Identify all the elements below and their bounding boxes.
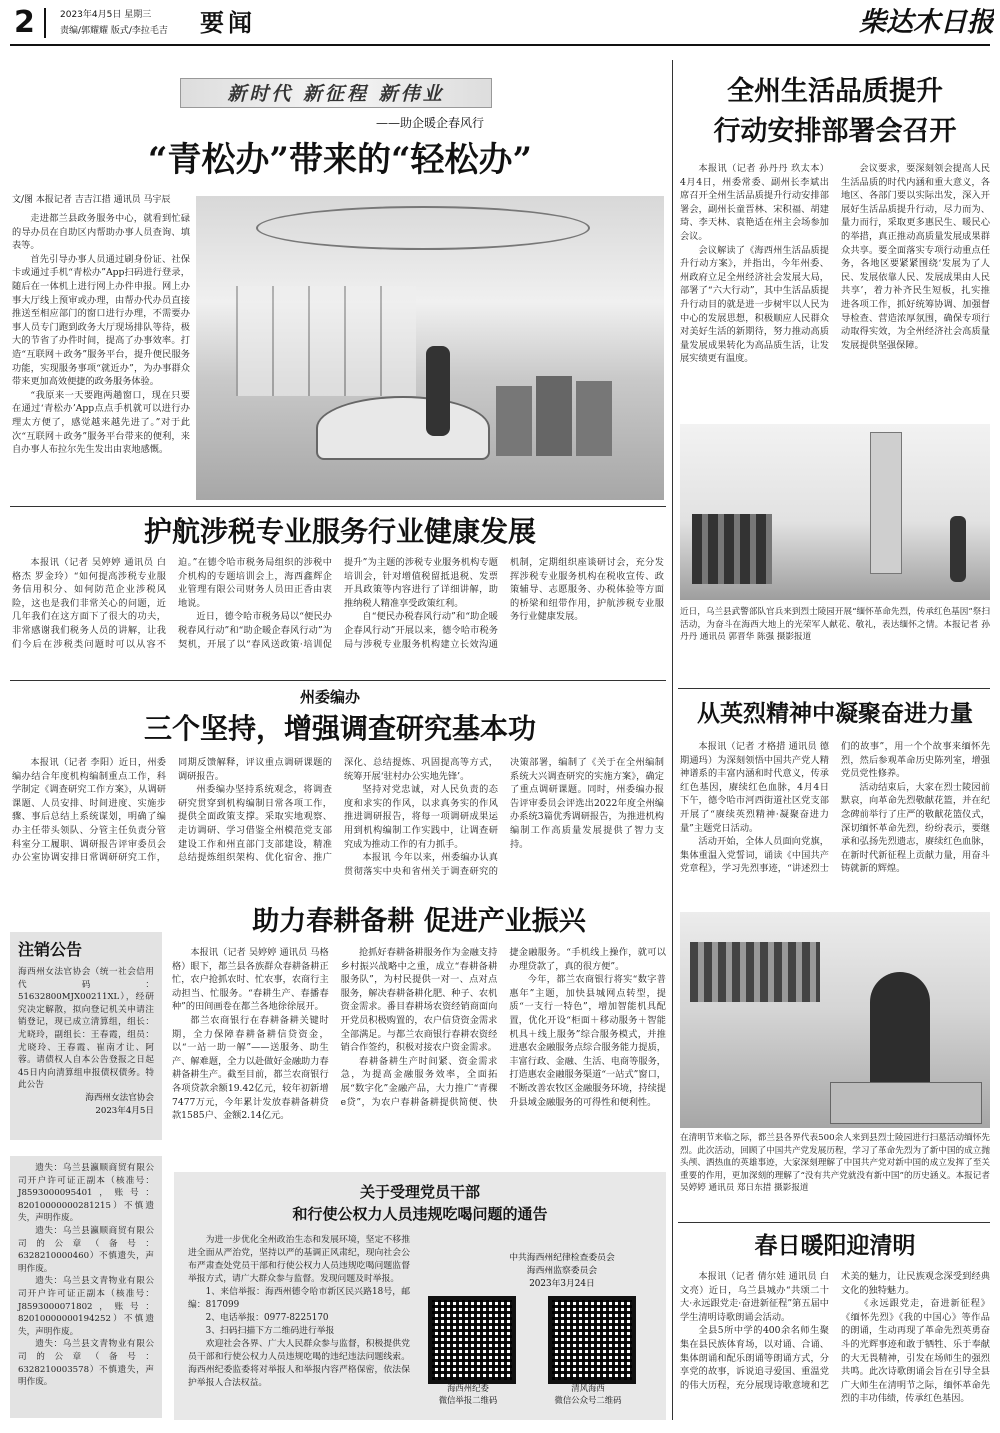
masthead-rule: [10, 44, 990, 46]
date-line: 2023年4月5日 星期三: [60, 10, 152, 20]
qingming-paragraph: 全县5所中学的400余名师生聚集在县民族体育场，以对诵、合诵、集体朗诵和配乐朗诵等朗诵方式，分享党的故事，诉说追寻爱国、重温党的伟大历程，充分展现诗歌意境和艺术美的魅力，让民族观念深受到经典文化的独特魅力。: [680, 1271, 990, 1391]
research-paragraph: 本报讯（记者 李阳）近日，州委编办结合年度机构编制重点工作，科学制定《调查研究工作方案》，从调研课题、人员安排、时间进度、实施步骤、事后总结上系统谋划，明确了编办主任带头领队、分管主任负责分管科室分工履职、调研报告评审委员会办公室协调安排日常调研研究工作，同期反馈解释，评议重点调研课题的调研报告。: [12, 757, 332, 864]
lost-notice: 遗失：乌兰县文青物业有限公司开户许可证正副本（核准号：J8593000071802，账号：82010000000194252）不慎遗失，声明作废。: [18, 1276, 154, 1337]
research-paragraph: 坚持对党忠诚，对人民负责的态度和求实的作风，以求真务实的作风推进调研报告，将每一项调研成果运用到机构编制工作实践中，让调查研究成为推动工作的有力抓手。: [344, 784, 498, 850]
quality-headline-1: 全州生活品质提升: [727, 76, 943, 107]
discipline-paragraph: 3、扫码扫描下方二维码进行举报: [205, 1326, 335, 1336]
tax-paragraph: 本报讯（记者 吴婷婷 通讯员 白格杰 罗金玲）“如何提高涉税专业服务信用积分、如何防范企业涉税风险，这也是我们非常关心的问题，近几年我们在这方面下了很大的功夫，非常感谢我们税务人员的讲解，让我们今后在涉税类问题时可以从容不迫。”在德令哈市税务局组织的涉税中介机构的专题培训会上，海西鑫辉企业管理有限公司财务人员田正香由衷地说。: [12, 557, 332, 650]
spring-paragraph: 抢抓好春耕备耕服务作为金融支持乡村振兴战略中之重，成立“春耕备耕服务队”，为村民提供一对一、点对点服务，解决春耕备耕化肥、种子、农机资金需求。番目春耕场农资经销商面向开党员积极购置的，农户信贷资金需求全部满足。与都兰农商银行春耕农资经销合作签约，积极对接农户资金需求。: [340, 947, 498, 1054]
discipline-date: 2023年3月24日: [529, 1279, 595, 1289]
series-banner-text: 新时代 新征程 新伟业: [227, 83, 445, 105]
research-paragraph: 本报讯 今年以来，州委编办认真贯彻落实中央和省州关于调查研究的决策部署，编制了《关于在全州编制系统大兴调查研究的实施方案》，确定了重点调研课题。同时，州委编办报告评审委员会评选出2022年度全州编办系统3篇优秀调研报告，为推进机构编制工作高质量发展提供了智力支持。: [344, 757, 664, 877]
tax-bottom-rule: [10, 680, 666, 681]
martyr-photo-caption: 近日，乌兰县武警部队官兵来到烈士陵园开展“缅怀革命先烈，传承红色基因”祭扫活动，为奋斗在海西大地上的光荣军人献花、敬礼，表达缅怀之情。本报记者 孙丹丹 通讯员 郭晋华 陈强 摄影报道: [680, 607, 990, 642]
spring-body: [172, 946, 666, 1162]
quality-paragraph: 本报讯（记者 孙丹丹 玖太本）4月4日，州委常委、副州长李斌出席召开全州生活品质提升行动安排部署会，副州长童晋林、宋积福、胡建琦、李天林、袁艳适在州主会场参加会议。: [680, 163, 829, 242]
martyr-top-rule: [678, 688, 990, 689]
lost-notice: 遗失：乌兰县文青物业有限公司的公章（备号：6328210003578）不慎遗失，声明作废。: [18, 1339, 154, 1388]
lost-notices: [10, 1156, 162, 1418]
tax-headline: 护航涉税专业服务行业健康发展: [143, 515, 536, 548]
discipline-signer-2: 海西州监察委员会: [526, 1266, 598, 1276]
research-headline: 三个坚持，增强调查研究基本功: [143, 712, 536, 745]
page-number: 2: [14, 6, 35, 40]
lead-paragraph: 走进都兰县政务服务中心，就看到忙碌的导办员在自助区内帮助办事人员查询、填表等。: [12, 213, 190, 252]
research-paragraph: 州委编办坚持系统观念，将调查研究贯穿到机构编制日常各项工作，提供全面政策支撑。采取实地观察、走访调研、学习借鉴全州模范党支部建设工作和州直部门支部建设，精准总结提炼组织架构、优化宿舍、推广深化、总结提炼、巩固提高等方式，统筹开展‘驻村办公实地先锋’。: [178, 757, 498, 864]
qr-code-official-account[interactable]: [548, 1296, 636, 1384]
discipline-title-1: 关于受理党员干部: [359, 1183, 480, 1201]
discipline-title-2: 和行使公权力人员违规吃喝问题的通告: [292, 1205, 548, 1223]
quality-headline-2: 行动安排部署会召开: [713, 116, 957, 147]
lead-byline: 文/图 本报记者 吉吉江措 通讯员 马宇辰: [12, 195, 171, 205]
lead-paragraph: “我原来一天要跑两趟窗口，现在只要在通过‘青松办’App点点手机就可以进行办理太方便了，感觉越来越先进了。”对于此次“互联网＋政务”服务平台带来的便利，来自办事人布拉尔先生发出由衷地感慨。: [12, 389, 190, 456]
martyr-body: [680, 740, 990, 906]
masthead-divider: [44, 8, 46, 38]
lead-series-banner: [180, 78, 492, 108]
quality-paragraph: 会议解读了《海西州生活品质提升行动方案》，并指出，今年州委、州政府立足全州经济社会发展大局，部署了“六大行动”，其中生活品质提升行动目的就是进一步树牢以人民为中心的发展思想，积极顺应人民群众对美好生活的新期待，努力推动高质量发展成果转化为高品质生活，让发展实绩更有温度。: [680, 244, 829, 365]
series-subtitle: ——助企暖企春风行: [375, 116, 484, 130]
lead-headline: “青松办”带来的“轻松办”: [147, 140, 533, 180]
spring-paragraph: 本报讯（记者 吴婷婷 通讯员 马格格）眼下，都兰县各族群众春耕备耕正忙，农户抢抓农时、忙农事，农商行主动担当、忙服务。“春耕生产、春播春种”的田间画卷在都兰各地徐徐展开。: [172, 947, 329, 1013]
discipline-paragraph: 欢迎社会各界、广大人民群众参与监督，积极提供党员干部和行使公权力人员违规吃喝的违纪违法问题线索。海西州纪委监委将对举报人和举报内容严格保密，依法保护举报人合法权益。: [188, 1339, 410, 1388]
tomb-sweeping-caption: 在清明节来临之际，都兰县各界代表500余人来到县烈士陵园进行扫墓活动缅怀先烈。此次活动，回顾了中国共产党发展历程，学习了革命先烈为了新中国的成立抛头颅、洒热血的英雄事迹，大家深刻理解了中国共产党对新中国的成立发挥了至关重要的作用，更加深刻的理解了“没有共产党就没有新中国”的历史涵义。本报记者 吴婷婷 通讯员 郑日东措 摄影报道: [680, 1133, 990, 1193]
qingming-body: [680, 1270, 990, 1420]
martyr-memorial-photo: [680, 424, 990, 600]
masthead: [0, 0, 1000, 48]
qr1-caption: 海西州纪委 微信举报二维码: [438, 1383, 498, 1405]
lead-bottom-rule: [10, 506, 666, 507]
discipline-signer-1: 中共海西州纪律检查委员会: [509, 1253, 615, 1263]
lead-photo-service-hall: [196, 196, 664, 500]
quality-paragraph: 会议要求，要深刻领会提高人民生活品质的时代内涵和重大意义，各地区、各部门要以实际出发，深入开展好生活品质提升行动，尽力而为、量力而行，采取更多惠民生、暖民心的举措，真正推动高质量发展成果群众共享。要全面落实专项行动重点任务，各地区要紧紧围绕‘发展为了人民、发展依靠人民、发展成果由人民共享’，着力补齐民生短板，扎实推进各项工作，抓好统筹协调、加强督导检查、营造浓厚氛围，确保专项行动取得实效，为全州经济社会高质量发展提供坚强保障。: [841, 163, 990, 351]
discipline-body: [188, 1234, 410, 1414]
tax-body: [12, 556, 664, 674]
section-title: 要闻: [200, 8, 256, 37]
tax-paragraph: 近日，德令哈市税务局以“便民办税春风行动”和“助企暖企春风行动”为契机，开展了以“春风送政策·培训促提升”为主题的涉税专业服务机构专题培训会，针对增值税留抵退税、发票开具政策等内容进行了详细讲解，助推纳税人精准享受政策红利。: [178, 557, 498, 650]
lead-body: [12, 212, 190, 482]
quality-body: [680, 162, 990, 408]
lost-notice: 遗失：乌兰县瀛顺商贸有限公司的公章（备号：6328210000460）不慎遗失，声明作废。: [18, 1225, 154, 1274]
lead-paragraph: 首先引导办事人员通过刷身份证、社保卡或通过手机“青松办”App扫码进行登录，随后在一体机上进行网上办件申报。网上办事大厅线上预审或办理，由帮办代办员直接推送至相应部门的窗口进行办理，不需要办事人员专门跑到政务大厅现场排队等待，极大的节省了办件时间，提高了办事效率。打造“互联网＋政务”服务平台，提升便民服务功能，实现服务事项“就近办”，为办事群众带来更加高效便捷的政务服务体验。: [12, 253, 190, 388]
martyr-headline: 从英烈精神中凝聚奋进力量: [697, 700, 973, 727]
notice-body: 海西州女法官协会（统一社会信用代码：51632800MJX00211XL），经研究决定解散，拟向登记机关申请注销登记，现已成立清算组，组长：尤晓玲，副组长：王春霞，组员：尤晓玲、王春霞、崔南才让、阿蓉。请债权人自本公告登报之日起45日内向清算组申报债权债务。特此公告: [18, 967, 154, 1091]
qingming-paragraph: 《永远跟党走，奋进新征程》《缅怀先烈》《我的中国心》等作品的朗诵，生动再现了革命先烈英勇奋斗的光辉事迹和敢于牺牲、乐于奉献的大无畏精神，引发在场师生的强烈共鸣。此次诗歌朗诵会旨在引导全县广大师生在清明节之际，缅怀革命先烈的丰功伟绩，传承红色基因。: [841, 1298, 990, 1405]
qr2-caption: 清风海西 微信公众号二维码: [554, 1383, 622, 1405]
lost-notice: 遗失：乌兰县瀛顺商贸有限公司开户许可证正副本（核准号：J8593000095401，账号：82010000000281215）不慎遗失，声明作废。: [18, 1163, 154, 1224]
tomb-sweeping-photo: [680, 912, 990, 1128]
notice-title: 注销公告: [18, 940, 83, 959]
spring-headline: 助力春耕备耕 促进产业振兴: [252, 906, 586, 937]
cancellation-notice: [10, 932, 162, 1140]
martyr-paragraph: 活动开始，全体人员面向党旗，集体重温入党誓词，诵读《中国共产党章程》，学习先烈事迹，“讲述烈士们的故事”，用一个个故事来缅怀先烈，然后参观革命历史陈列室，增强党员党性修养。: [680, 741, 990, 875]
notice-signer: 海西州女法官协会: [85, 1092, 154, 1103]
research-body: [12, 756, 664, 892]
editor-line: 责编/郭耀耀 版式/李拉毛吉: [60, 26, 168, 36]
paper-name-logo: 柴达木日报: [859, 7, 994, 38]
qr-code-report[interactable]: [428, 1296, 516, 1384]
spring-paragraph: 都兰农商银行在春耕备耕关键时期，全力保障春耕备耕信贷资金，以“一站一助一解”——送服务、助生产、解难题，全力以赴做好金融助力春耕备耕生产。截至目前，都兰农商银行各项贷款余额19.42亿元，较年初新增7477万元，今年累计发放春耕备耕贷款1585户、金额2.14亿元。: [172, 1014, 329, 1122]
discipline-paragraph: 为进一步优化全州政治生态和发展环境，坚定不移推进全面从严治党，坚持以严的基调正风肃纪，现向社会公布严肃查处党员干部和行使公权力人员违规吃喝问题监督举报方式，请广大群众参与监督。发现问题及时举报。: [188, 1235, 410, 1284]
martyr-paragraph: 本报讯（记者 才格措 通讯员 德期通玛）为深刻领悟中国共产党人精神谱系的丰富内涵和时代意义，传承红色基因，赓续红色血脉，4月4日下午，德令哈市河西街道社区党支部开展了“赓续英烈精神·凝聚奋进力量”主题党日活动。: [680, 741, 829, 834]
qingming-top-rule: [678, 1222, 990, 1223]
research-kicker: 州委编办: [299, 688, 360, 706]
qingming-paragraph: 本报讯（记者 倩尔娃 通讯员 白文亮）近日，乌兰县城办“共颂二十大·永远跟党走·奋进新征程”第五届中学生清明诗歌朗诵会活动。: [680, 1271, 829, 1323]
discipline-notice: [174, 1172, 666, 1420]
qingming-headline: 春日暖阳迎清明: [754, 1232, 916, 1259]
notice-date: 2023年4月5日: [95, 1105, 154, 1116]
tax-paragraph: 自“便民办税春风行动”和“助企暖企春风行动”开展以来，德令哈市税务局与涉税专业服务机构建立长效沟通机制，定期组织座谈研讨会，充分发挥涉税专业服务机构在税收宣传、政策辅导、志愿服务、办税体验等方面的桥梁和纽带作用，护航涉税专业服务行业健康发展。: [344, 557, 664, 650]
discipline-paragraph: 2、电话举报：0977-8225170: [205, 1313, 329, 1323]
spring-paragraph: 今年，都兰农商银行将实“数字普惠年”主题，加快县城网点转型，提质“一支行一特色”，增加智能机具配置，优化开设“柜面＋移动服务＋智能机具＋线上服务”综合服务模式，并推进惠农金融服务点综合服务能力提质，丰富行政、金融、生活、电商等服务，打造惠农金融服务渠道“一站式”窗口，不断改善农牧区金融服务环境，持续提升县域金融服务的可得性和便利性。: [509, 974, 666, 1108]
martyr-paragraph: 活动结束后，大家在烈士陵园前默哀，向革命先烈敬献花篮，并在纪念碑前举行了庄严的敬献花篮仪式，深切缅怀革命先烈，纷纷表示，要继承和弘扬先烈遗志，赓续红色血脉，在新时代新征程上贡献力量，用奋斗铸就新的辉煌。: [841, 781, 990, 875]
spring-paragraph: 春耕备耕生产时间紧、资金需求急，为提高金融服务效率，全面拓展“数字化”金融产品，大力推广“青稞e贷”，为农户春耕备耕提供简便、快捷金融服务。“手机线上操作，就可以办理贷款了，真的很方便”。: [340, 947, 666, 1108]
right-column-rule: [672, 60, 673, 1420]
discipline-paragraph: 1、来信举报：海西州德令哈市新区民兴路18号，邮编：817099: [188, 1287, 410, 1310]
